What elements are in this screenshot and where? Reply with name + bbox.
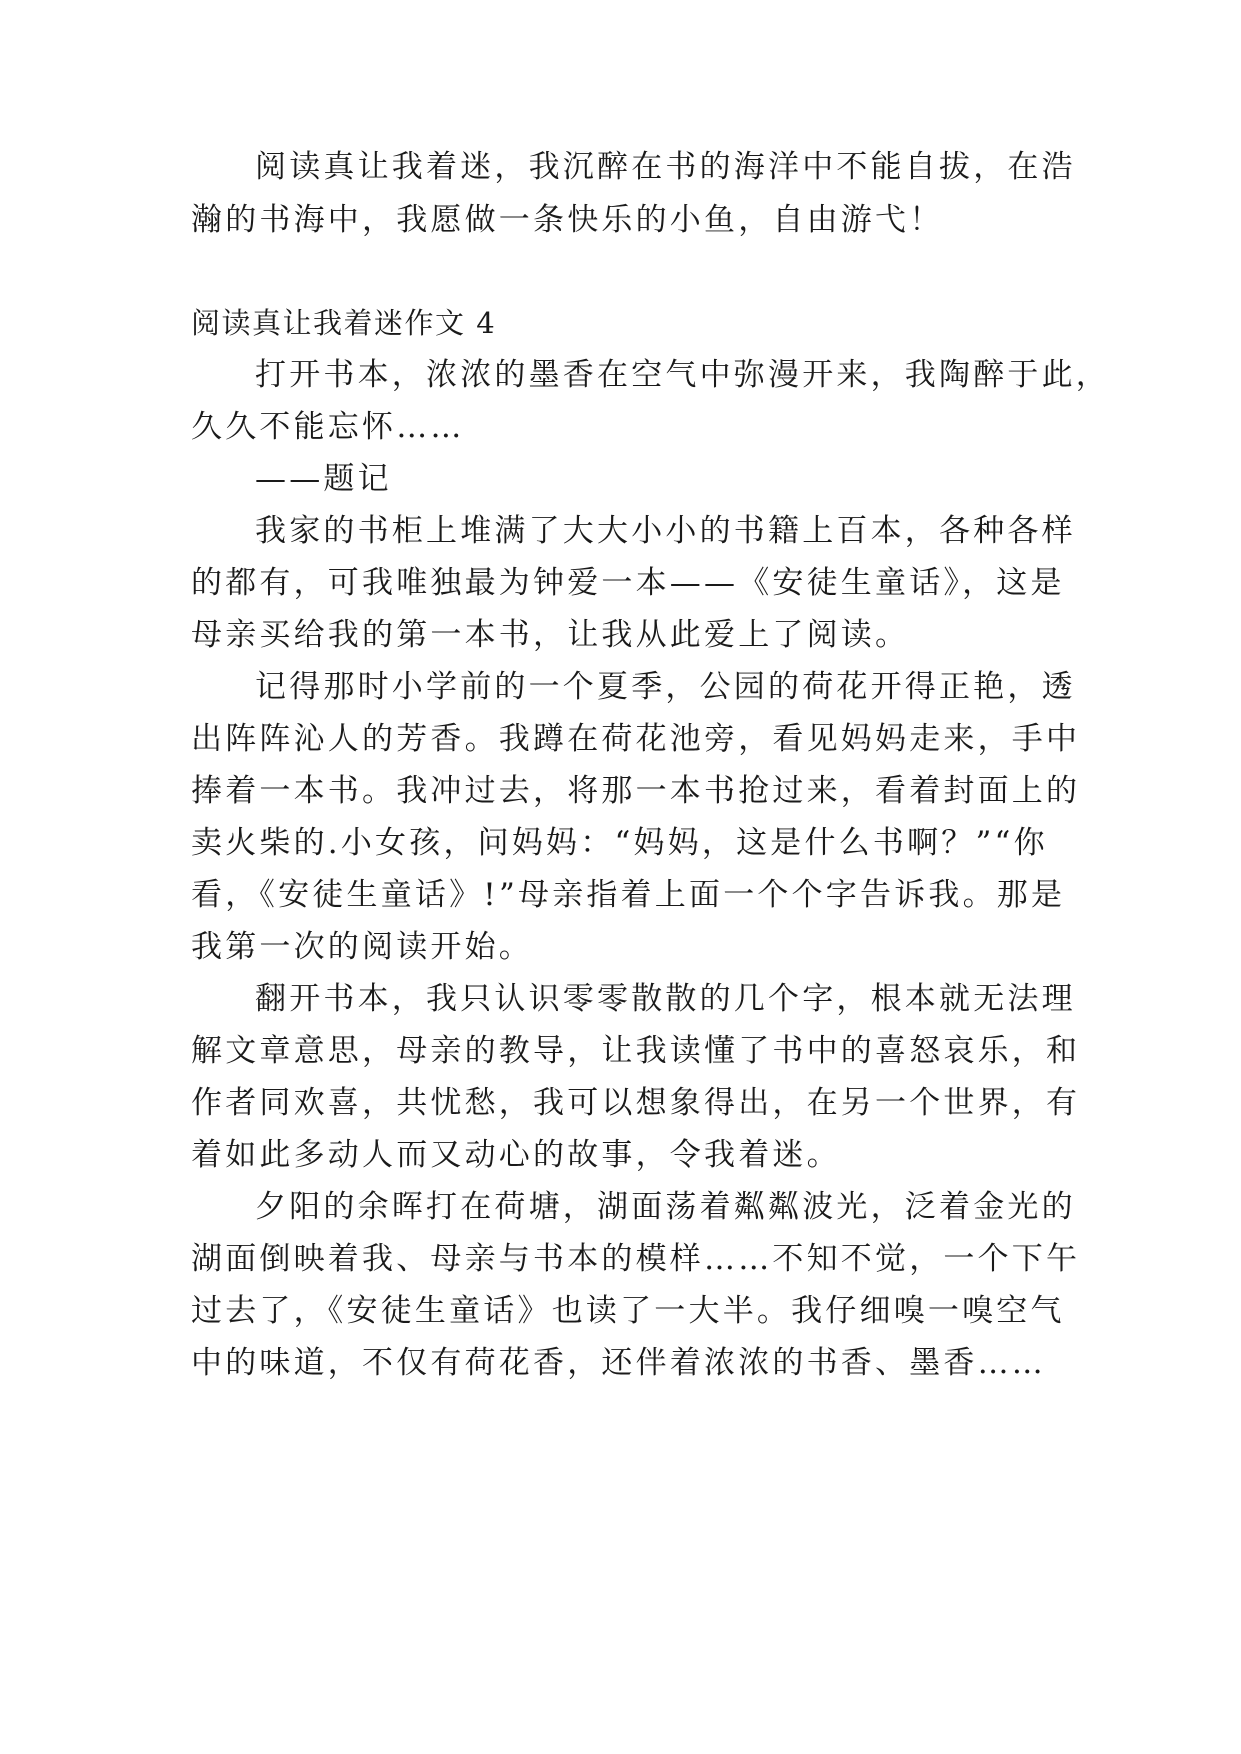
- paragraph-6-line-2: 湖面倒映着我、母亲与书本的模样……不知不觉，一个下午: [191, 1241, 1081, 1277]
- paragraph-5-line-3: 作者同欢喜，共忧愁，我可以想象得出，在另一个世界，有: [191, 1085, 1081, 1121]
- paragraph-4-line-3: 捧着一本书。我冲过去，将那一本书抢过来，看着封面上的: [191, 773, 1081, 809]
- paragraph-3-line-3: 母亲买给我的第一本书，让我从此爱上了阅读。: [191, 617, 910, 653]
- paragraph-4-line-5: 看，《安徒生童话》!”母亲指着上面一个个字告诉我。那是: [191, 877, 1066, 913]
- paragraph-6-line-1: 夕阳的余晖打在荷塘，湖面荡着粼粼波光，泛着金光的: [255, 1189, 1076, 1225]
- paragraph-4-line-2: 出阵阵沁人的芳香。我蹲在荷花池旁，看见妈妈走来，手中: [191, 721, 1081, 757]
- epigraph: ——题记: [255, 461, 392, 497]
- paragraph-5-line-4: 着如此多动人而又动心的故事，令我着迷。: [191, 1137, 841, 1173]
- paragraph-3-line-2: 的都有，可我唯独最为钟爱一本——《安徒生童话》，这是: [191, 565, 1065, 601]
- section-title: 阅读真让我着迷作文 4: [191, 306, 497, 340]
- paragraph-2-line-1: 打开书本，浓浓的墨香在空气中弥漫开来，我陶醉于此，: [255, 357, 1110, 393]
- paragraph-4-line-1: 记得那时小学前的一个夏季，公园的荷花开得正艳，透: [255, 669, 1076, 705]
- paragraph-5-line-2: 解文章意思，母亲的教导，让我读懂了书中的喜怒哀乐，和: [191, 1033, 1081, 1069]
- document-page: [191, 0, 1110, 1754]
- paragraph-4-line-4: 卖火柴的.小女孩，问妈妈：“妈妈，这是什么书啊？”“你: [191, 825, 1048, 861]
- paragraph-1-line-1: 阅读真让我着迷，我沉醉在书的海洋中不能自拔，在浩: [255, 149, 1076, 185]
- paragraph-6-line-3: 过去了，《安徒生童话》也读了一大半。我仔细嗅一嗅空气: [191, 1293, 1065, 1329]
- paragraph-2-line-2: 久久不能忘怀……: [191, 409, 465, 445]
- paragraph-1-line-2: 瀚的书海中，我愿做一条快乐的小鱼，自由游弋！: [191, 202, 944, 238]
- paragraph-4-line-6: 我第一次的阅读开始。: [191, 929, 533, 965]
- paragraph-5-line-1: 翻开书本，我只认识零零散散的几个字，根本就无法理: [255, 981, 1076, 1017]
- paragraph-6-line-4: 中的味道，不仅有荷花香，还伴着浓浓的书香、墨香……: [191, 1345, 1046, 1381]
- paragraph-3-line-1: 我家的书柜上堆满了大大小小的书籍上百本，各种各样: [255, 513, 1076, 549]
